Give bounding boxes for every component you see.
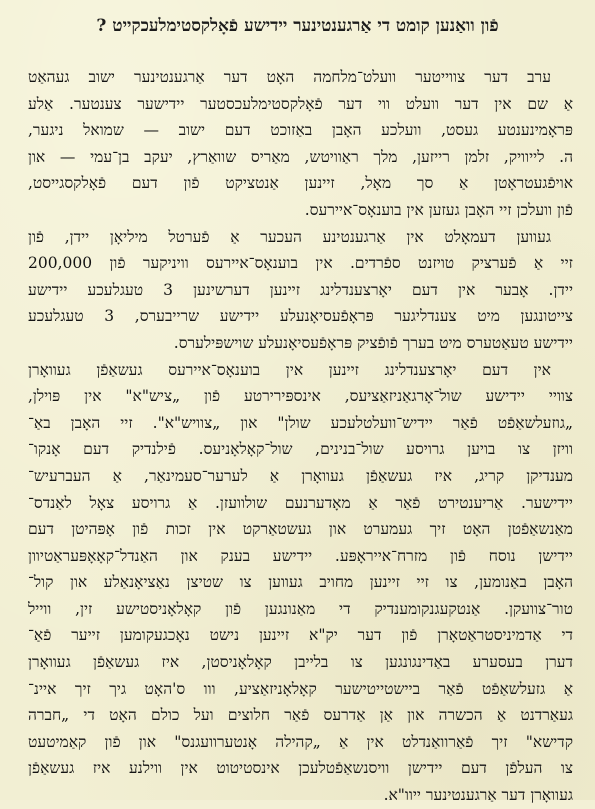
text-line: יידן. אָבער אין דעם יאָרצענדלינג זיינען דערשינען 3 טעגלעכע יידישע	[28, 280, 573, 299]
text-line: מאַנשאַפֿטן האָט זיך געמערט און געשטאַרקט אין זכות פֿון אָפּהיטן דעם	[28, 520, 573, 539]
text-line: צוויי יידישע שול־אָרגאַניזאַציעס, אינספּירירטע פֿון „ציש"א" אין פּוילן,	[28, 387, 573, 406]
page-title: פֿון וואַנען קומט די אַרגענטינער יידישע פֿאָלקסטימלעכקייט ?	[96, 16, 499, 36]
text-line: אין דעם יאָרצענדלינג זיינען אין בוענאָס־איירעס געשאַפֿן געוואָרן	[28, 360, 551, 379]
text-line: האָבן באַנומען, צו זיי זיינען מחויב געווען צו שטיצן נאַציאָנאַלע און קול־	[28, 573, 573, 592]
text-line: זיי אַ פֿערציק טויזנט ספֿרדים. אין בוענאָס־איירעס וויניקער פֿון 200,000	[28, 254, 573, 273]
text-line: ה. לייוויק, זלמן רייזען, מלך ראַוויטש, מאַריס שוואַרץ, יעקב בן־עמי — און	[28, 147, 573, 166]
text-line: טור־צוועקן. אַנטקעגנקומענדיק די מאַנונגען פֿון קאָלאָניסטישע זין, ווייל	[28, 599, 573, 618]
text-line: צו העלפֿן דעם יידישן וויסנשאַפֿטלעכן אינסטיטוט אין ווילנע איז געשאַפֿן	[28, 759, 573, 778]
text-line: מענדיקן קריג, איז געשאַפֿן געוואָרן אַ לערער־סעמינאַר, אַ העברעיש־	[28, 466, 573, 485]
text-line: יידישן נוסח פֿון מזרח־אייראָפּע. יידישע בענק און האַנדל־קאָאָפּעראַטיוון	[28, 546, 573, 565]
text-line: פֿון וועלכן זיי האָבן געזען אין בוענאָס־איירעס.	[304, 200, 573, 219]
text-line: קדישא" זיך פֿאַרוואַנדלט אין אַ „קהילה אָנטערוועגנס" און פֿון קאַמיטעט	[28, 732, 573, 751]
text-line: „גוזעלשאַפֿט פֿאַר יידיש־וועלטלעכע שולן" און „צוויש"א". זיי האָבן באַ־	[28, 413, 573, 432]
text-line: פּראָמינענטע געסט, וועלכע האָבן באַזוכט דעם ישוב — שמואל ניגער,	[28, 121, 573, 140]
paragraph	[28, 224, 573, 357]
text-line: די אַדמיניסטראַטאָרן פֿון דער יק"א זיינען נישט נאָכגעקומען זייער פֿאַ־	[28, 626, 573, 645]
text-line: געווען דעמאָלט אין אַרגענטינע העכער אַ פֿערטל מיליאָן יידן, פֿון	[28, 227, 551, 246]
text-line: געאַרדנט אַ הכשרה און אַן אַדרעס פֿאַר חלוצים ועל כולם האָט די „חברה	[28, 706, 573, 725]
text-line: יידישער. אַריענטירט פֿאַר אַ מאָדערנעם שולוועזן. אַ גרויסע צאָל לאַנדס־	[28, 493, 573, 512]
text-line: צייטונגען מיט צענדליגער פּראָפֿעסיאָנעלע יידישע שרייבערס, 3 טעגלעכע	[28, 307, 573, 326]
text-line: ערב דער צווייטער וועלט־מלחמה האָט דער אַרגענטינער ישוב געהאַט	[28, 68, 551, 86]
article-body	[28, 64, 573, 809]
text-line: אויפֿגעטראָטן אַ סך מאָל, זיינען אַנטציקט פֿון דעם פֿאָלקסגייסט,	[28, 174, 573, 193]
paragraph	[28, 64, 573, 224]
text-line: געוואָרן דער אַרגענטינער ייוו"א.	[383, 786, 573, 805]
text-line: אַ שם אין דער וועלט ווי דער פֿאָלקסטימלעכסטער יידישער צענטער. אַלע	[28, 94, 573, 113]
text-line: יידישע טעאַטערס מיט בערך פֿופֿציק פּראָפֿעסיאָנעלע שוישפּילערס.	[173, 333, 573, 352]
text-line: אַ גזעלשאַפֿט פֿאַר ביישטייטישער קאָלאָניזאַציע, ווו ס'האָט גיך זיך איינ־	[28, 679, 573, 698]
text-line: דערן בעסערע באַדינגונגען צו בלייבן קאָלאָניסטן, איז געשאַפֿן געוואָרן	[28, 653, 573, 672]
text-line: וויזן צו בויען גרויסע שול־בנינים, שול־קאָלאָניעס. פֿילנדיק דעם אָנקו־	[28, 440, 573, 459]
paragraph	[28, 357, 573, 809]
